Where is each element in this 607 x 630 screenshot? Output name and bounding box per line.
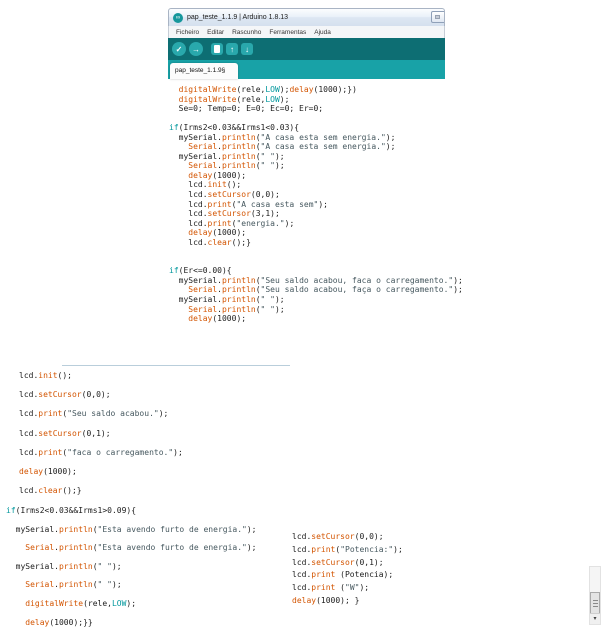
- menu-ficheiro[interactable]: Ficheiro: [176, 28, 200, 36]
- arduino-logo-icon: ∞: [173, 13, 183, 23]
- scroll-down-button[interactable]: [590, 613, 600, 624]
- menu-rascunho[interactable]: Rascunho: [232, 28, 262, 36]
- new-sketch-icon: [214, 45, 220, 53]
- upload-icon: →: [192, 44, 200, 54]
- scrollbar-thumb[interactable]: [590, 592, 600, 614]
- tab-strip: [168, 60, 445, 79]
- menu-editar[interactable]: Editar: [207, 28, 225, 36]
- open-button[interactable]: [226, 43, 238, 55]
- menu-bar: [168, 26, 445, 38]
- scroll-down-icon: ▾: [593, 616, 597, 622]
- code-fragment-potencia: lcd.setCursor(0,0); lcd.print("Potencia:"); lcd.setCursor(0,1); lcd.print (Potencia); lcd.print ("W"); delay(1000); }: [292, 532, 403, 605]
- code-fragment-saldo: lcd.init(); lcd.setCursor(0,0); lcd.print("Seu saldo acabou."); lcd.setCursor(0,1); lcd.print("faca o carregamento."); delay(1000); lcd.clear();}: [19, 371, 183, 496]
- menu-ajuda[interactable]: Ajuda: [314, 28, 331, 36]
- verify-icon: ✓: [175, 44, 183, 54]
- menu-ferramentas[interactable]: Ferramentas: [269, 28, 307, 36]
- scrollbar-grip: [593, 606, 598, 607]
- page-scrollbar[interactable]: [589, 566, 601, 625]
- new-sketch-button[interactable]: [211, 43, 223, 55]
- window-title: pap_teste_1.1.9 | Arduino 1.8.13: [187, 14, 289, 21]
- editor-code[interactable]: digitalWrite(rele,LOW);delay(1000);}) digitalWrite(rele,LOW); Se=0; Temp=0; E=0; Ec=0; Er=0; if(Irms2<0.03&&Irms1<0.03){ mySerial.println("A casa esta sem energia."); Serial.println("A casa esta sem energia."); mySerial.println(" "); Serial.println(" "); delay(1000); lcd.init(); lcd.setCursor(0,0); lcd.print("A casa esta sem"); lcd.setCursor(3,1); lcd.print("energia."); delay(1000); lcd.clear();} if(Er<=0.00){ mySerial.println("Seu saldo acabou, faca o carregamento."); Serial.println("Seu saldo acabou, faça o carregamento."); mySerial.println(" "); Serial.println(" "); delay(1000);: [169, 85, 463, 324]
- verify-button[interactable]: [172, 42, 186, 56]
- upload-button[interactable]: [189, 42, 203, 56]
- window-control-icon: [435, 15, 440, 19]
- tab-pap-teste[interactable]: pap_teste_1.1.9§: [170, 63, 238, 79]
- code-fragment-furto: if(Irms2<0.03&&Irms1>0.09){ mySerial.println("Esta avendo furto de energia."); Serial.println("Esta avendo furto de energia."); mySerial.println(" "); Serial.println(" "); digitalWrite(rele,LOW); delay(1000);}}: [6, 506, 257, 627]
- scrollbar-grip: [593, 600, 598, 601]
- save-icon: ↓: [245, 44, 249, 54]
- arduino-ide-window: [168, 8, 445, 79]
- toolbar: [168, 38, 445, 60]
- save-button[interactable]: [241, 43, 253, 55]
- open-icon: ↑: [230, 44, 234, 54]
- scrollbar-grip: [593, 603, 598, 604]
- window-control-button[interactable]: [431, 11, 445, 23]
- window-titlebar[interactable]: [168, 8, 445, 26]
